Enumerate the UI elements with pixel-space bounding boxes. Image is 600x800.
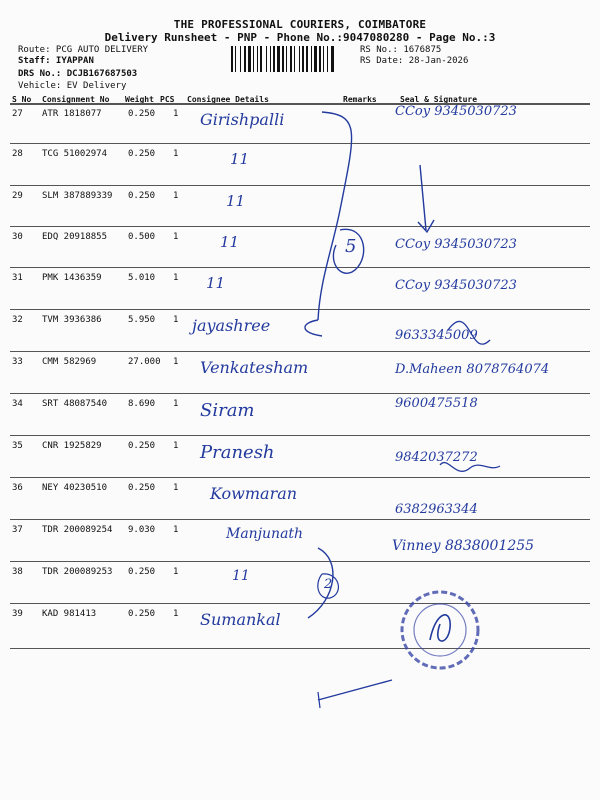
row-pcs: 1 bbox=[173, 483, 179, 493]
row-pcs: 1 bbox=[173, 609, 179, 619]
runsheet-title: Delivery Runsheet - PNP - Phone No.:9047080280 - Page No.:3 bbox=[104, 31, 496, 44]
col-pcs: PCS bbox=[160, 95, 175, 104]
row-consignment-no: ATR 1818077 bbox=[42, 109, 102, 119]
row-consignee-handwriting: Girishpalli bbox=[200, 110, 285, 129]
row-divider bbox=[10, 309, 590, 310]
row-sno: 27 bbox=[12, 109, 23, 119]
row-divider bbox=[10, 519, 590, 520]
row-sno: 30 bbox=[12, 232, 23, 242]
row-sno: 38 bbox=[12, 567, 23, 577]
row-sno: 33 bbox=[12, 357, 23, 367]
col-consignee: Consignee Details bbox=[187, 95, 269, 104]
row-consignee-handwriting: Siram bbox=[200, 400, 255, 421]
row-divider bbox=[10, 351, 590, 352]
row-divider bbox=[10, 393, 590, 394]
row-pcs: 1 bbox=[173, 567, 179, 577]
table-bottom-rule bbox=[10, 648, 590, 649]
row-divider bbox=[10, 143, 590, 144]
vehicle-label: Vehicle: EV Delivery bbox=[18, 81, 127, 91]
col-sno: S No bbox=[12, 95, 32, 104]
row-consignee-handwriting: 11 bbox=[230, 150, 250, 168]
row-pcs: 1 bbox=[173, 441, 179, 451]
row-consignee-handwriting: 11 bbox=[232, 568, 250, 584]
row-sno: 37 bbox=[12, 525, 23, 535]
row-consignee-handwriting: Kowmaran bbox=[210, 484, 298, 503]
row-consignment-no: SLM 387889339 bbox=[42, 191, 113, 201]
row-pcs: 1 bbox=[173, 191, 179, 201]
col-signature: Seal & Signature bbox=[400, 95, 478, 104]
row-divider bbox=[10, 477, 590, 478]
row-consignee-handwriting: 11 bbox=[206, 274, 226, 292]
row-signature-handwriting: D.Maheen 8078764074 bbox=[395, 362, 550, 377]
row-signature-handwriting: CCoy 9345030723 bbox=[395, 237, 517, 252]
row-sno: 29 bbox=[12, 191, 23, 201]
row-consignment-no: EDQ 20918855 bbox=[42, 232, 108, 242]
row-signature-handwriting: CCoy 9345030723 bbox=[395, 278, 517, 293]
row-signature-handwriting: 9633345009 bbox=[395, 328, 478, 343]
row-sno: 32 bbox=[12, 315, 23, 325]
row-weight: 0.250 bbox=[128, 149, 156, 159]
row-divider bbox=[10, 226, 590, 227]
row-consignment-no: PMK 1436359 bbox=[42, 273, 102, 283]
remark-group-2: 2 bbox=[324, 577, 333, 592]
row-signature-handwriting: 9600475518 bbox=[395, 396, 478, 411]
rs-number: RS No.: 1676875 bbox=[360, 45, 442, 55]
row-sno: 31 bbox=[12, 273, 23, 283]
row-signature-handwriting: 6382963344 bbox=[395, 502, 478, 517]
row-consignment-no: TDR 200089253 bbox=[42, 567, 113, 577]
row-sno: 39 bbox=[12, 609, 23, 619]
col-remarks: Remarks bbox=[343, 95, 377, 104]
row-consignee-handwriting: Manjunath bbox=[226, 526, 304, 542]
row-pcs: 1 bbox=[173, 109, 179, 119]
row-consignment-no: CMM 582969 bbox=[42, 357, 97, 367]
company-name: THE PROFESSIONAL COURIERS, COIMBATORE bbox=[173, 18, 427, 31]
col-weight: Weight bbox=[125, 95, 154, 104]
row-weight: 0.250 bbox=[128, 483, 156, 493]
row-sno: 36 bbox=[12, 483, 23, 493]
row-pcs: 1 bbox=[173, 149, 179, 159]
row-signature-handwriting: 9842037272 bbox=[395, 450, 478, 465]
row-pcs: 1 bbox=[173, 273, 179, 283]
row-weight: 0.250 bbox=[128, 109, 156, 119]
row-consignee-handwriting: 11 bbox=[226, 192, 246, 210]
row-consignee-handwriting: jayashree bbox=[192, 316, 271, 335]
row-sno: 34 bbox=[12, 399, 23, 409]
row-divider bbox=[10, 603, 590, 604]
row-consignment-no: TDR 200089254 bbox=[42, 525, 113, 535]
row-consignee-handwriting: Venkatesham bbox=[200, 358, 309, 377]
row-pcs: 1 bbox=[173, 232, 179, 242]
row-consignee-handwriting: Pranesh bbox=[200, 442, 275, 463]
row-weight: 0.250 bbox=[128, 441, 156, 451]
row-weight: 5.950 bbox=[128, 315, 156, 325]
row-weight: 0.500 bbox=[128, 232, 156, 242]
row-consignment-no: NEY 40230510 bbox=[42, 483, 108, 493]
row-sno: 35 bbox=[12, 441, 23, 451]
row-consignment-no: TVM 3936386 bbox=[42, 315, 102, 325]
row-divider bbox=[10, 435, 590, 436]
row-consignment-no: CNR 1925829 bbox=[42, 441, 102, 451]
row-consignee-handwriting: 11 bbox=[220, 233, 240, 251]
rs-date: RS Date: 28-Jan-2026 bbox=[360, 56, 469, 66]
row-sno: 28 bbox=[12, 149, 23, 159]
row-weight: 5.010 bbox=[128, 273, 156, 283]
row-signature-handwriting: Vinney 8838001255 bbox=[392, 538, 535, 554]
row-pcs: 1 bbox=[173, 525, 179, 535]
row-weight: 0.250 bbox=[128, 191, 156, 201]
header-rule bbox=[10, 104, 590, 105]
remark-group-5: 5 bbox=[345, 236, 357, 257]
row-weight: 0.250 bbox=[128, 609, 156, 619]
route-label: Route: PCG AUTO DELIVERY bbox=[18, 45, 149, 55]
row-weight: 8.690 bbox=[128, 399, 156, 409]
row-pcs: 1 bbox=[173, 399, 179, 409]
row-weight: 0.250 bbox=[128, 567, 156, 577]
row-pcs: 1 bbox=[173, 315, 179, 325]
drs-label: DRS No.: DCJB167687503 bbox=[18, 69, 138, 79]
row-consignee-handwriting: Sumankal bbox=[200, 610, 281, 629]
row-divider bbox=[10, 185, 590, 186]
row-consignment-no: TCG 51002974 bbox=[42, 149, 108, 159]
row-divider bbox=[10, 267, 590, 268]
row-signature-handwriting: CCoy 9345030723 bbox=[395, 104, 517, 119]
row-divider bbox=[10, 561, 590, 562]
barcode bbox=[231, 46, 355, 72]
row-weight: 27.000 bbox=[128, 357, 161, 367]
col-consignment: Consignment No bbox=[42, 95, 110, 104]
row-consignment-no: SRT 48087540 bbox=[42, 399, 108, 409]
row-weight: 9.030 bbox=[128, 525, 156, 535]
staff-label: Staff: IYAPPAN bbox=[18, 56, 94, 66]
row-consignment-no: KAD 981413 bbox=[42, 609, 97, 619]
row-pcs: 1 bbox=[173, 357, 179, 367]
